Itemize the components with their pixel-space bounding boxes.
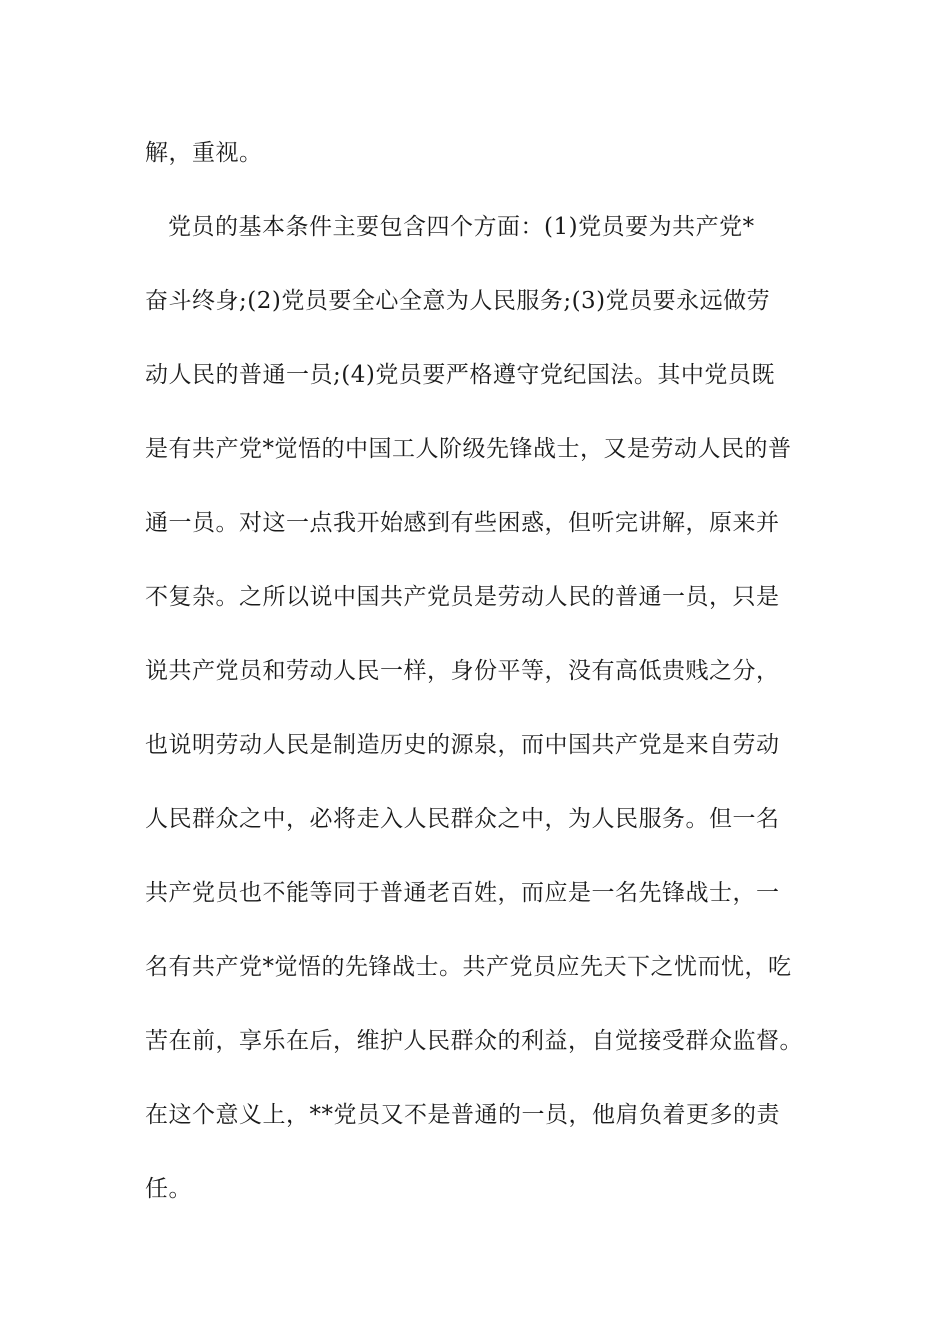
text-line-8: 说共产党员和劳动人民一样，身份平等，没有高低贵贱之分， xyxy=(145,658,780,684)
paragraph-start-line: 党员的基本条件主要包含四个方面：(1)党员要为共产党* xyxy=(168,214,755,240)
text-line-3: 奋斗终身;(2)党员要全心全意为人民服务;(3)党员要永远做劳 xyxy=(145,288,771,314)
text-line-7: 不复杂。之所以说中国共产党员是劳动人民的普通一员，只是 xyxy=(145,584,780,610)
text-line-9: 也说明劳动人民是制造历史的源泉，而中国共产党是来自劳动 xyxy=(145,732,780,758)
text-line-14: 在这个意义上，**党员又不是普通的一员，他肩负着更多的责 xyxy=(145,1102,780,1128)
text-line-10: 人民群众之中，必将走入人民群众之中，为人民服务。但一名 xyxy=(145,806,780,832)
text-line-1: 解，重视。 xyxy=(145,140,263,166)
text-line-13: 苦在前，享乐在后，维护人民群众的利益，自觉接受群众监督。 xyxy=(145,1028,803,1054)
text-line-12: 名有共产党*觉悟的先锋战士。共产党员应先天下之忧而忧，吃 xyxy=(145,954,792,980)
text-line-4: 动人民的普通一员;(4)党员要严格遵守党纪国法。其中党员既 xyxy=(145,362,775,388)
text-line-6: 通一员。对这一点我开始感到有些困惑，但听完讲解，原来并 xyxy=(145,510,780,536)
text-line-11: 共产党员也不能等同于普通老百姓，而应是一名先锋战士，一 xyxy=(145,880,780,906)
text-line-5: 是有共产党*觉悟的中国工人阶级先锋战士，又是劳动人民的普 xyxy=(145,436,792,462)
text-line-15: 任。 xyxy=(145,1176,192,1202)
